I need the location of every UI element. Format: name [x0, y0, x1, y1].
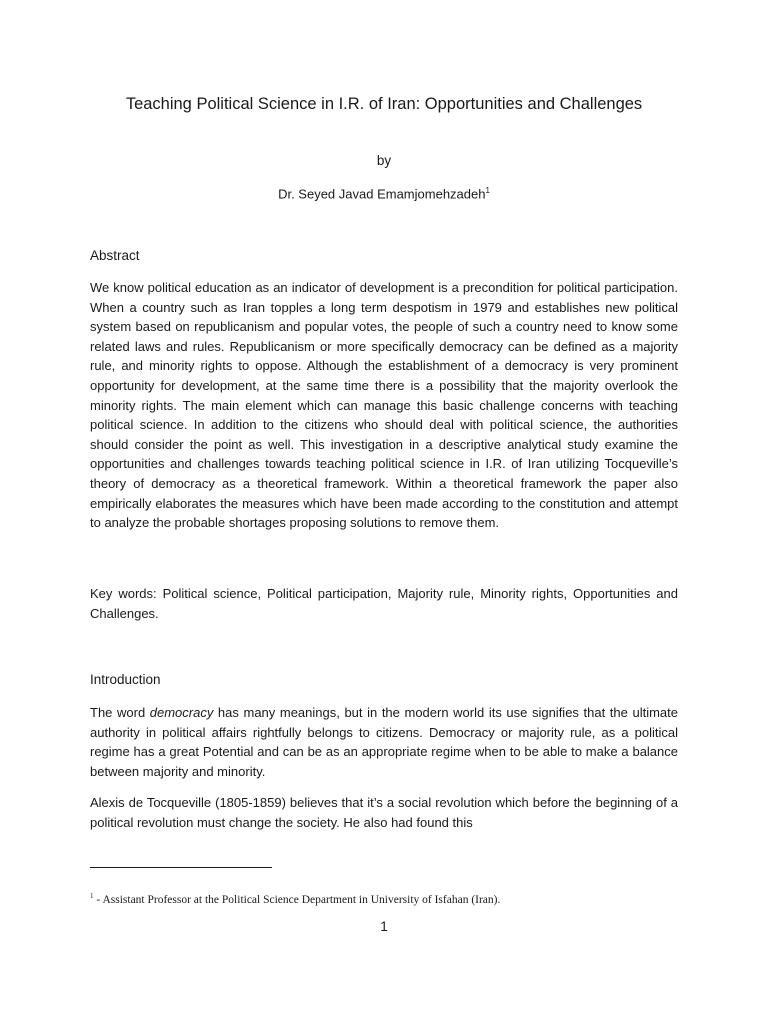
- intro-paragraph-2: Alexis de Tocqueville (1805-1859) believes that it’s a social revolution which before the beginning of a political revolution must change the society. He also had found this: [90, 795, 678, 830]
- byline: by: [376, 153, 392, 168]
- author-name: Dr. Seyed Javad Emamjomehzadeh: [278, 186, 486, 202]
- author-footnote-marker: 1: [485, 186, 490, 195]
- abstract-text: We know political education as an indicator of development is a precondition for political participation. When a country such as Iran topples a long term despotism in 1979 and establishes new political system based on republicanism and popular votes, the people of such a country need to know some related laws and rules. Republicanism or more specifically democracy can be defined as a majority rule, and minority rights to oppose. Although the establishment of a democracy is very prominent opportunity for development, at the same time there is a possibility that the majority overlook the minority rights. The main element which can manage this basic challenge concerns with teaching political science. In addition to the citizens who should deal with political science, the authorities should consider the point as well. This investigation in a descriptive analytical study examine the opportunities and challenges towards teaching political science in I.R. of Iran utilizing Tocqueville’s theory of democracy as a theoretical framework. Within a theoretical framework the paper also empirically elaborates the measures which have been made according to the constitution and attempt to analyze the probable shortages proposing solutions to remove them.: [90, 280, 678, 531]
- emphasized-term: democracy: [149, 705, 214, 720]
- intro-paragraph-1: [90, 703, 678, 781]
- introduction-heading: Introduction: [90, 672, 161, 687]
- keywords: Key words: Political science, Political participation, Majority rule, Minority rights, Opportunities and Challenges.: [90, 586, 678, 621]
- footnote-text: - Assistant Professor at the Political Science Department in University of Isfahan (Iran).: [93, 893, 501, 906]
- abstract-heading: Abstract: [90, 248, 140, 263]
- paper-title: Teaching Political Science in I.R. of Iran: Opportunities and Challenges: [125, 95, 643, 113]
- intro-p1-start: The word: [90, 705, 150, 720]
- author-line: [90, 182, 678, 203]
- footnote-separator: [90, 867, 272, 868]
- footnote: [90, 888, 500, 908]
- footnote-marker: 1: [90, 892, 94, 900]
- page-number: 1: [380, 919, 388, 934]
- intro-p1-rest: has many meanings, but in the modern world its use signifies that the ultimate authority in political affairs rightfully belongs to citizens. Democracy or majority rule, as a political regime has a great Potential and can be as an appropriate regime when to be able to make a balance between majority and minority.: [90, 705, 678, 779]
